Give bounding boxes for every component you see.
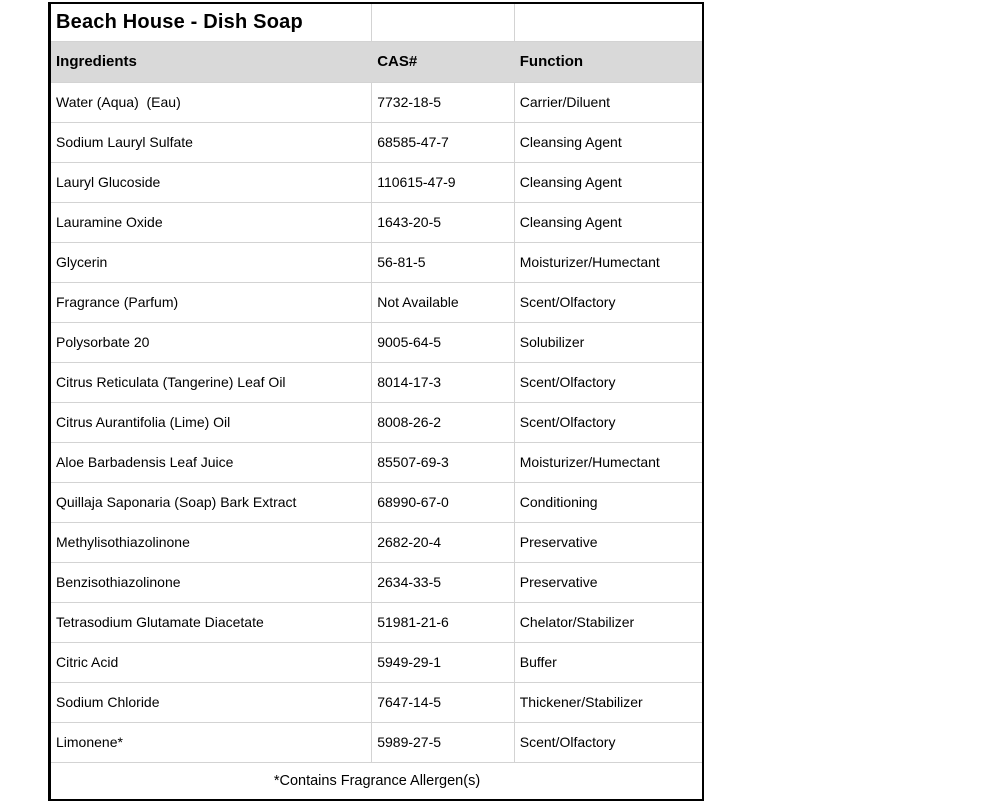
ingredient-cell: Water (Aqua) (Eau) [50, 82, 372, 122]
function-cell: Preservative [514, 562, 703, 602]
ingredient-table-body [50, 82, 704, 762]
table-row [50, 562, 704, 602]
cas-cell: 7732-18-5 [372, 82, 515, 122]
cas-cell: 7647-14-5 [372, 682, 515, 722]
ingredient-cell: Glycerin [50, 242, 372, 282]
function-cell: Carrier/Diluent [514, 82, 703, 122]
table-row [50, 682, 704, 722]
ingredient-cell: Citrus Reticulata (Tangerine) Leaf Oil [50, 362, 372, 402]
cas-cell: 9005-64-5 [372, 322, 515, 362]
table-title-spacer-cell [514, 3, 703, 41]
table-row [50, 602, 704, 642]
ingredient-disclosure-panel [48, 2, 704, 801]
ingredient-cell: Quillaja Saponaria (Soap) Bark Extract [50, 482, 372, 522]
function-cell: Moisturizer/Humectant [514, 242, 703, 282]
ingredient-cell: Sodium Chloride [50, 682, 372, 722]
column-header-ingredients: Ingredients [50, 41, 372, 82]
function-cell: Thickener/Stabilizer [514, 682, 703, 722]
table-row [50, 642, 704, 682]
title-row [50, 3, 704, 41]
column-header-cas: CAS# [372, 41, 515, 82]
table-row [50, 242, 704, 282]
cas-cell: 8014-17-3 [372, 362, 515, 402]
cas-cell: 5949-29-1 [372, 642, 515, 682]
column-header-function: Function [514, 41, 703, 82]
cas-cell: 56-81-5 [372, 242, 515, 282]
function-cell: Cleansing Agent [514, 162, 703, 202]
function-cell: Cleansing Agent [514, 122, 703, 162]
ingredient-cell: Benzisothiazolinone [50, 562, 372, 602]
header-row [50, 41, 704, 82]
ingredient-cell: Methylisothiazolinone [50, 522, 372, 562]
function-cell: Scent/Olfactory [514, 402, 703, 442]
table-row [50, 202, 704, 242]
function-cell: Buffer [514, 642, 703, 682]
ingredient-cell: Tetrasodium Glutamate Diacetate [50, 602, 372, 642]
cas-cell: 51981-21-6 [372, 602, 515, 642]
cas-cell: 68990-67-0 [372, 482, 515, 522]
table-row [50, 362, 704, 402]
ingredient-cell: Lauryl Glucoside [50, 162, 372, 202]
function-cell: Conditioning [514, 482, 703, 522]
function-cell: Scent/Olfactory [514, 362, 703, 402]
function-cell: Chelator/Stabilizer [514, 602, 703, 642]
table-title-spacer-cell [372, 3, 515, 41]
ingredient-cell: Polysorbate 20 [50, 322, 372, 362]
ingredient-cell: Citrus Aurantifolia (Lime) Oil [50, 402, 372, 442]
function-cell: Scent/Olfactory [514, 722, 703, 762]
cas-cell: 68585-47-7 [372, 122, 515, 162]
ingredient-cell: Lauramine Oxide [50, 202, 372, 242]
cas-cell: 2634-33-5 [372, 562, 515, 602]
ingredient-cell: Sodium Lauryl Sulfate [50, 122, 372, 162]
table-row [50, 82, 704, 122]
cas-cell: 8008-26-2 [372, 402, 515, 442]
ingredient-cell: Aloe Barbadensis Leaf Juice [50, 442, 372, 482]
function-cell: Preservative [514, 522, 703, 562]
cas-cell: 1643-20-5 [372, 202, 515, 242]
cas-cell: Not Available [372, 282, 515, 322]
cas-cell: 2682-20-4 [372, 522, 515, 562]
table-row [50, 322, 704, 362]
ingredient-cell: Limonene* [50, 722, 372, 762]
table-row [50, 442, 704, 482]
function-cell: Scent/Olfactory [514, 282, 703, 322]
cas-cell: 85507-69-3 [372, 442, 515, 482]
allergen-footnote: *Contains Fragrance Allergen(s) [50, 762, 704, 800]
function-cell: Moisturizer/Humectant [514, 442, 703, 482]
table-row [50, 722, 704, 762]
table-row [50, 282, 704, 322]
table-row [50, 162, 704, 202]
cas-cell: 110615-47-9 [372, 162, 515, 202]
cas-cell: 5989-27-5 [372, 722, 515, 762]
table-row [50, 402, 704, 442]
ingredient-table [48, 2, 704, 801]
table-row [50, 482, 704, 522]
table-row [50, 522, 704, 562]
function-cell: Solubilizer [514, 322, 703, 362]
ingredient-cell: Fragrance (Parfum) [50, 282, 372, 322]
table-row [50, 122, 704, 162]
ingredient-cell: Citric Acid [50, 642, 372, 682]
function-cell: Cleansing Agent [514, 202, 703, 242]
table-title: Beach House - Dish Soap [50, 3, 372, 41]
footnote-row [50, 762, 704, 800]
